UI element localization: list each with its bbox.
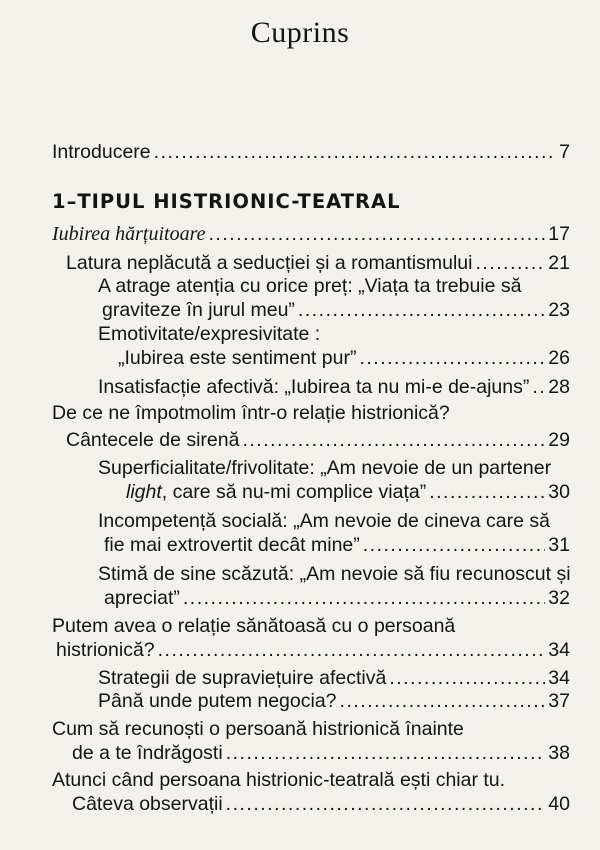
toc-entry-label-line: Incompetență socială: „Am nevoie de cineva care să	[98, 510, 550, 532]
toc-entry-label-line: Emotivitate/expresivitate :	[98, 323, 321, 345]
toc-entry-label: Iubirea hărțuitoare	[52, 223, 206, 245]
leader-dots	[226, 792, 546, 816]
toc-entry	[52, 614, 570, 662]
toc-entry-label: De ce ne împotmolim într-o relație histrionică?	[52, 402, 450, 424]
toc-entry-label-line: Cum să recunoști o persoană histrionică înainte	[52, 718, 464, 740]
toc-entry	[98, 375, 570, 399]
leader-dots	[475, 251, 545, 275]
toc-entry-label: „Iubirea este sentiment pur”	[118, 347, 357, 369]
toc-entry-label: fie mai extrovertit decât mine”	[104, 534, 360, 556]
toc-entry-label: Câteva observații	[72, 793, 223, 815]
toc-entry	[66, 251, 570, 275]
page-number: 34	[548, 639, 570, 661]
page-number: 26	[548, 347, 570, 369]
toc-entry	[98, 274, 570, 322]
leader-dots	[340, 689, 546, 713]
page-number: 34	[548, 667, 570, 689]
toc-entry-label: Strategii de supraviețuire afectivă	[98, 667, 387, 689]
toc-entry-label	[126, 480, 426, 504]
toc-entry-label: apreciat”	[104, 587, 180, 609]
toc-entry	[98, 509, 570, 557]
toc-entry	[52, 401, 570, 425]
page-number: 7	[559, 141, 570, 163]
leader-dots	[209, 222, 546, 246]
page-number: 38	[548, 742, 570, 764]
leader-dots	[363, 533, 546, 557]
leader-dots	[226, 741, 546, 765]
toc-entry	[52, 717, 570, 765]
leader-dots	[298, 298, 545, 322]
page-number: 37	[548, 690, 570, 712]
leader-dots	[532, 375, 545, 399]
toc-entry	[98, 322, 570, 370]
page-number: 17	[548, 223, 570, 245]
page-number: 29	[548, 429, 570, 451]
toc-entry-label: histrionică?	[56, 639, 155, 661]
toc-entry	[98, 562, 570, 610]
toc-entry-label: graviteze în jurul meu”	[102, 299, 295, 321]
page-number: 23	[548, 299, 570, 321]
toc-entry	[52, 222, 570, 246]
toc-entry	[98, 689, 570, 713]
leader-dots	[183, 586, 545, 610]
leader-dots	[429, 480, 545, 504]
toc-entry-label-line: Stimă de sine scăzută: „Am nevoie să fiu recunoscut și	[98, 563, 571, 585]
toc-entry-label-line: Superficialitate/frivolitate: „Am nevoie de un partener	[98, 457, 552, 479]
page-title: Cuprins	[250, 16, 350, 49]
leader-dots	[158, 638, 546, 662]
leader-dots	[389, 666, 545, 690]
emphasis-text: light	[126, 481, 162, 503]
page-number: 31	[548, 534, 570, 556]
page-number: 28	[548, 376, 570, 398]
toc-entry-label: Insatisfacție afectivă: „Iubirea ta nu mi-e de-ajuns”	[98, 376, 530, 398]
leader-dots	[242, 428, 545, 452]
page-number: 40	[548, 793, 570, 815]
toc-entry-label-line: Atunci când persoana histrionic-teatrală ești chiar tu.	[52, 769, 506, 791]
toc-entry-label: de a te îndrăgosti	[72, 742, 223, 764]
section-heading: 1–TIPUL HISTRIONIC-TEATRAL	[52, 190, 401, 213]
leader-dots	[359, 346, 545, 370]
toc-entry	[66, 428, 570, 452]
toc-entry-label: Până unde putem negocia?	[98, 690, 337, 712]
toc-entry	[98, 456, 570, 504]
page-number: 32	[548, 587, 570, 609]
toc-entry	[98, 666, 570, 690]
toc-entry	[52, 768, 570, 816]
toc-entry-label-rest: , care să nu-mi complice viața”	[161, 481, 427, 503]
toc-entry-label: Introducere	[52, 141, 151, 163]
toc-entry-label-line: Putem avea o relație sănătoasă cu o persoană	[52, 615, 456, 637]
toc-entry-label: Cântecele de sirenă	[66, 429, 240, 451]
toc-entry-introducere	[52, 140, 570, 164]
page-number: 21	[548, 252, 570, 274]
page-number: 30	[548, 481, 570, 503]
leader-dots	[154, 140, 556, 164]
toc-entry-label-line: A atrage atenția cu orice preț: „Viața ta trebuie să	[98, 275, 522, 297]
toc-entry-label: Latura neplăcută a seducției și a romantismului	[66, 252, 473, 274]
